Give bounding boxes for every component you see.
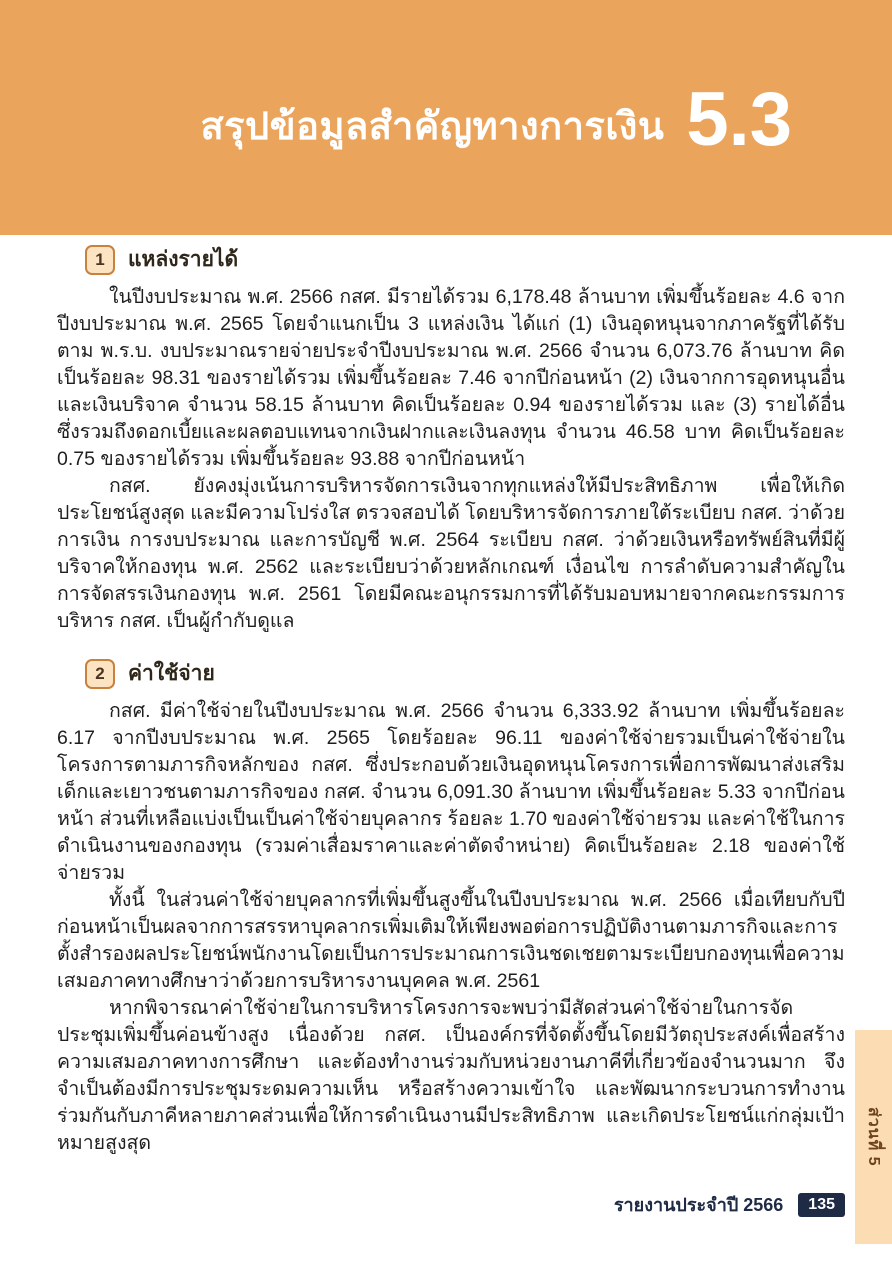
header-title-row [0,60,892,180]
section-2-number-badge: 2 [85,659,115,689]
section-expenses [57,657,845,1157]
page-footer [614,1190,845,1219]
sidebar-tab-label: ส่วนที่ 5 [865,1107,882,1167]
section-number: 5.3 [686,77,792,162]
paragraph: หากพิจารณาค่าใช้จ่ายในการบริหารโครงการจะพบว่ามีสัดส่วนค่าใช้จ่ายในการจัดประชุมเพิ่มขึ้นค่อนข้างสูง เนื่องด้วย กสศ. เป็นองค์กรที่จัดตั้งขึ้นโดยมีวัตถุประสงค์เพื่อสร้างความเสมอภาคทางการศึกษา และต้องทำงานร่วมกับหน่วยงานภาคีที่เกี่ยวข้องจำนวนมาก จึงจำเป็นต้องมีการประชุมระดมความเห็น หรือสร้างความเข้าใจ และพัฒนากระบวนการทำงานร่วมกันกับภาคีหลายภาคส่วนเพื่อให้การดำเนินงานมีประสิทธิภาพ และเกิดประโยชน์แก่กลุ่มเป้าหมายสูงสุด [57,997,845,1154]
section-2-header [57,657,845,690]
paragraph: กสศ. ยังคงมุ่งเน้นการบริหารจัดการเงินจากทุกแหล่งให้มีประสิทธิภาพ เพื่อให้เกิดประโยชน์สูงสุด และมีความโปร่งใส ตรวจสอบได้ โดยบริหารจัดการภายใต้ระเบียบ กสศ. ว่าด้วยการเงิน การงบประมาณ และการบัญชี พ.ศ. 2564 ระเบียบ กสศ. ว่าด้วยเงินหรือทรัพย์สินที่มีผู้บริจาคให้กองทุน พ.ศ. 2562 และระเบียบว่าด้วยหลักเกณฑ์ เงื่อนไข การลำดับความสำคัญในการจัดสรรเงินกองทุน พ.ศ. 2561 โดยมีคณะอนุกรรมการที่ได้รับมอบหมายจากคณะกรรมการบริหาร กสศ. เป็นผู้กำกับดูแล [57,475,845,632]
paragraph: ในปีงบประมาณ พ.ศ. 2566 กสศ. มีรายได้รวม 6,178.48 ล้านบาท เพิ่มขึ้นร้อยละ 4.6 จากปีงบประมาณ พ.ศ. 2565 โดยจำแนกเป็น 3 แหล่งเงิน ได้แก่ (1) เงินอุดหนุนจากภาครัฐที่ได้รับตาม พ.ร.บ. งบประมาณรายจ่ายประจำปีงบประมาณ พ.ศ. 2566 จำนวน 6,073.76 ล้านบาท คิดเป็นร้อยละ 98.31 ของรายได้รวม เพิ่มขึ้นร้อยละ 7.46 จากปีก่อนหน้า (2) เงินจากการอุดหนุนอื่นและเงินบริจาค จำนวน 58.15 ล้านบาท คิดเป็นร้อยละ 0.94 ของรายได้รวม และ (3) รายได้อื่นซึ่งรวมถึงดอกเบี้ยและผลตอบแทนจากเงินฝากและเงินลงทุน จำนวน 46.58 บาท คิดเป็นร้อยละ 0.75 ของรายได้รวม เพิ่มขึ้นร้อยละ 93.88 จากปีก่อนหน้า [57,286,845,470]
section-1-heading: แหล่งรายได้ [128,248,239,271]
page-number-badge: 135 [798,1193,845,1217]
section-income-sources [57,243,845,635]
page-header-band [0,0,892,235]
section-2-heading: ค่าใช้จ่าย [128,662,215,685]
paragraph: ทั้งนี้ ในส่วนค่าใช้จ่ายบุคลากรที่เพิ่มขึ้นสูงขึ้นในปีงบประมาณ พ.ศ. 2566 เมื่อเทียบกับปีก่อนหน้าเป็นผลจากการสรรหาบุคลากรเพิ่มเติมให้เพียงพอต่อการปฏิบัติงานตามภารกิจและการตั้งสำรองผลประโยชน์พนักงานโดยเป็นการประมาณการเงินชดเชยตามระเบียบกองทุนเพื่อความเสมอภาคทางศึกษาว่าด้วยการบริหารงานบุคคล พ.ศ. 2561 [57,889,845,992]
page-title: สรุปข้อมูลสำคัญทางการเงิน [200,106,665,148]
page-content [57,243,845,1157]
section-1-number-badge: 1 [85,245,115,275]
paragraph: กสศ. มีค่าใช้จ่ายในปีงบประมาณ พ.ศ. 2566 จำนวน 6,333.92 ล้านบาท เพิ่มขึ้นร้อยละ 6.17 จากปีงบประมาณ พ.ศ. 2565 โดยร้อยละ 96.11 ของค่าใช้จ่ายรวมเป็นค่าใช้จ่ายในโครงการตามภารกิจหลักของ กสศ. ซึ่งประกอบด้วยเงินอุดหนุนโครงการเพื่อการพัฒนาส่งเสริมเด็กและเยาวชนตามภารกิจของ กสศ. จำนวน 6,091.30 ล้านบาท เพิ่มขึ้นร้อยละ 5.33 จากปีก่อนหน้า ส่วนที่เหลือแบ่งเป็นเป็นค่าใช้จ่ายบุคลากร ร้อยละ 1.70 ของค่าใช้จ่ายรวม และค่าใช้ในการดำเนินงานของกองทุน (รวมค่าเสื่อมราคาและค่าตัดจำหน่าย) คิดเป็นร้อยละ 2.18 ของค่าใช้จ่ายรวม [57,700,846,884]
footer-report-label: รายงานประจำปี 2566 [613,1195,784,1215]
sidebar-tab-part-5 [855,1030,892,1244]
section-1-header [57,243,845,276]
